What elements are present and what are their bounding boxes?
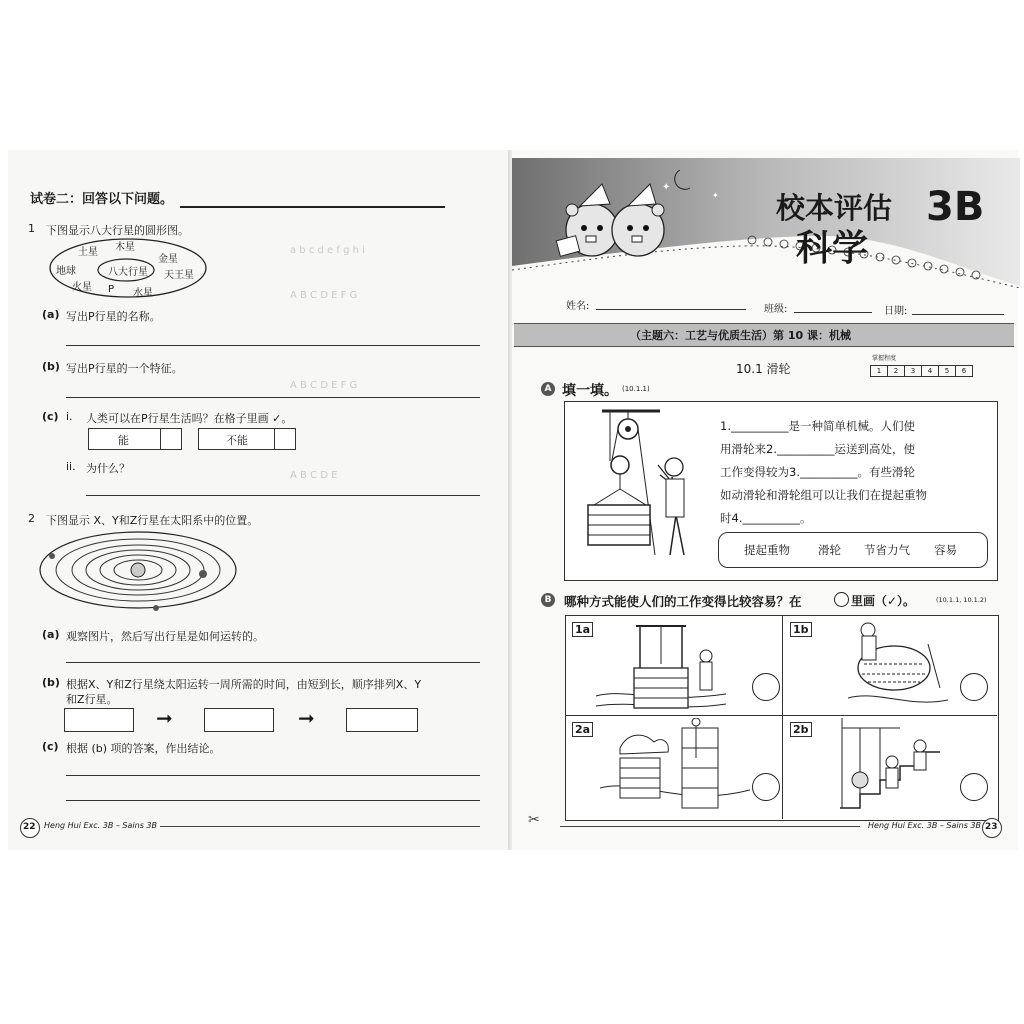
- pulley-illustration: [580, 405, 710, 575]
- mastery-level[interactable]: 4: [922, 365, 939, 377]
- word-bank-item: 节省力气: [864, 543, 910, 557]
- option-yes-label: 能: [118, 434, 129, 447]
- q2b-label: (b): [42, 676, 60, 689]
- date-label: 日期:: [884, 306, 908, 317]
- panel-label-1a: 1a: [572, 622, 593, 637]
- grid-divider-horizontal: [565, 715, 997, 716]
- class-field[interactable]: [794, 312, 872, 313]
- solar-system-diagram: [38, 526, 242, 616]
- page-number: 22: [23, 822, 36, 832]
- planet-label: 木星: [115, 242, 135, 253]
- building-pulley-illustration: [600, 718, 750, 816]
- well-pulley-illustration: [848, 618, 948, 714]
- answer-line[interactable]: [66, 345, 480, 346]
- answer-line[interactable]: [66, 662, 480, 663]
- bleed-text: A B C D E F G: [290, 290, 358, 301]
- planet-label: P: [108, 284, 115, 295]
- q1-number: 1: [28, 222, 35, 235]
- q1-prompt: 下图显示八大行星的圆形图。: [46, 224, 189, 237]
- q1c-i-label: i.: [66, 410, 73, 423]
- fill-line-4: 如动滑轮和滑轮组可以让我们在提起重物: [720, 488, 927, 502]
- sun: [131, 563, 145, 577]
- svg-text:✦: ✦: [712, 191, 719, 200]
- word-bank-item: 容易: [934, 543, 957, 557]
- q2-prompt: 下图显示 X、Y和Z行星在太阳系中的位置。: [46, 514, 259, 527]
- planet-label: 地球: [56, 266, 76, 277]
- answer-circle-1b[interactable]: [960, 673, 988, 701]
- planet-label: 土星: [78, 247, 98, 258]
- fill-line-2: 用滑轮来2.__________运送到高处，使: [720, 442, 915, 456]
- title-underline: [180, 206, 445, 208]
- name-field[interactable]: [596, 309, 746, 310]
- header-subject: 科学: [796, 228, 869, 269]
- mascot-illustration: [550, 178, 690, 268]
- q2a-label: (a): [42, 628, 60, 641]
- section-b-ref: (10.1.1, 10.1.2): [936, 596, 987, 604]
- arrow-right-icon: ➞: [298, 706, 315, 730]
- q1c-ii-text: 为什么？: [86, 462, 130, 475]
- well-bucket-illustration: [596, 618, 726, 714]
- planet-y: [199, 570, 207, 578]
- mastery-scale: [870, 365, 973, 377]
- planet-label: 水星: [133, 288, 153, 299]
- diagram-center-label: 八大行星: [108, 267, 148, 278]
- answer-line[interactable]: [66, 397, 480, 398]
- lesson-title: 10.1 滑轮: [736, 362, 791, 376]
- q1a-text: 写出P行星的名称。: [66, 310, 161, 323]
- mastery-level[interactable]: 5: [939, 365, 956, 377]
- fill-line-5: 时4.__________。: [720, 511, 812, 525]
- grid-divider-vertical: [782, 615, 783, 819]
- footer-rule: [560, 826, 860, 827]
- mastery-level[interactable]: 6: [956, 365, 973, 377]
- answer-line[interactable]: [86, 495, 480, 496]
- panel-label-2a: 2a: [572, 722, 593, 737]
- section-b-title-end: 里画（✓）。: [851, 594, 916, 608]
- q1b-text: 写出P行星的一个特征。: [66, 362, 183, 375]
- class-label: 班级:: [764, 304, 788, 315]
- q1c-i-text: 人类可以在P行星生活吗？在格子里画 ✓。: [86, 412, 293, 425]
- q2a-text: 观察图片，然后写出行星是如何运转的。: [66, 630, 264, 643]
- q1a-label: (a): [42, 308, 60, 321]
- header-grade: 3B: [926, 184, 985, 230]
- tick-box-no[interactable]: [274, 428, 296, 450]
- planet-z: [153, 605, 159, 611]
- mastery-label: 掌握程度: [872, 355, 897, 362]
- section-b-title: 哪种方式能使人们的工作变得比较容易？在: [564, 594, 802, 609]
- fill-line-3: 工作变得较为3.__________。有些滑轮: [720, 465, 915, 479]
- panel-label-1b: 1b: [790, 622, 812, 637]
- scissors-icon: ✂: [528, 812, 540, 828]
- answer-line[interactable]: [66, 775, 480, 776]
- q2c-text: 根据 (b) 项的答案，作出结论。: [66, 742, 221, 755]
- name-label: 姓名:: [566, 301, 590, 312]
- fill-line-1: 1.__________是一种简单机械。人们使: [720, 419, 915, 433]
- planet-label: 金星: [158, 254, 178, 265]
- q1c-ii-label: ii.: [66, 460, 76, 473]
- circle-icon: [834, 592, 849, 607]
- answer-circle-2a[interactable]: [752, 773, 780, 801]
- panel-label-2b: 2b: [790, 722, 812, 737]
- order-box-3[interactable]: [346, 708, 418, 732]
- footer-code: Heng Hui Exc. 3B – Sains 3B: [868, 821, 981, 830]
- bleed-text: A B C D E F G: [290, 380, 358, 391]
- q1c-label: (c): [42, 410, 59, 423]
- q2-number: 2: [28, 512, 35, 525]
- date-field[interactable]: [912, 314, 1004, 315]
- arrow-right-icon: ➞: [156, 706, 173, 730]
- section-a-title: 填一填。: [562, 383, 618, 399]
- q2c-label: (c): [42, 740, 59, 753]
- mastery-level[interactable]: 2: [888, 365, 905, 377]
- q1b-label: (b): [42, 360, 60, 373]
- topic-bar-text: （主题六：工艺与优质生活）第 10 课：机械: [630, 329, 851, 342]
- section-a-badge: A: [541, 382, 555, 396]
- mastery-level[interactable]: 3: [905, 365, 922, 377]
- footer-rule: [160, 826, 480, 827]
- bleed-text: A B C D E: [290, 470, 338, 481]
- svg-text:✦: ✦: [662, 182, 671, 193]
- mastery-level[interactable]: 1: [870, 365, 888, 377]
- planet-x: [49, 553, 55, 559]
- answer-circle-1a[interactable]: [752, 673, 780, 701]
- bleed-text: a b c d e f g h i: [290, 245, 365, 256]
- word-bank-item: 提起重物: [744, 543, 790, 557]
- order-box-1[interactable]: [64, 708, 134, 732]
- section-b-badge: B: [541, 593, 555, 607]
- footer-code: Heng Hui Exc. 3B – Sains 3B: [44, 821, 157, 830]
- q2b-text1: 根据X、Y和Z行星绕太阳运转一周所需的时间，由短到长，顺序排列X、Y: [66, 678, 422, 691]
- header-title: 校本评估: [776, 191, 893, 225]
- answer-line[interactable]: [66, 800, 480, 801]
- planet-label: 天王星: [164, 270, 194, 281]
- order-box-2[interactable]: [204, 708, 274, 732]
- option-no-label: 不能: [226, 434, 248, 447]
- staircase-carry-illustration: [840, 718, 950, 816]
- section-title: 试卷二：回答以下问题。: [30, 192, 174, 207]
- planet-label: 火星: [72, 282, 92, 293]
- tick-box-yes[interactable]: [160, 428, 182, 450]
- section-a-ref: (10.1.1): [622, 385, 650, 393]
- q2b-text2: 和Z行星。: [66, 693, 118, 706]
- page-number: 23: [985, 822, 998, 832]
- answer-circle-2b[interactable]: [960, 773, 988, 801]
- word-bank-item: 滑轮: [818, 543, 841, 557]
